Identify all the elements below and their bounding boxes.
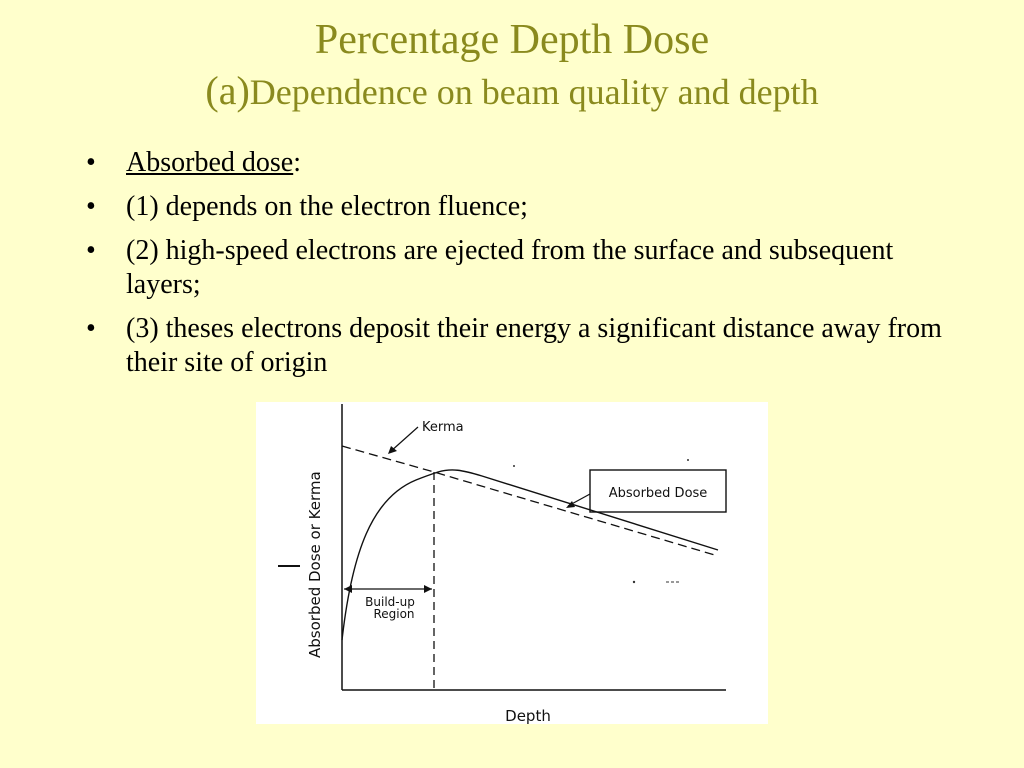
slide-subtitle-line: [0, 68, 1024, 114]
speck-dot: [633, 581, 635, 583]
bullet-text: (1) depends on the electron fluence;: [126, 191, 528, 222]
bullet-item: [86, 146, 946, 180]
kerma-dose-diagram: [256, 402, 768, 724]
bullet-underlined-term: Absorbed dose: [126, 147, 294, 178]
buildup-arrow-right-head: [424, 585, 432, 593]
bullet-text: (2) high-speed electrons are ejected from the surface and subsequent layers;: [126, 235, 894, 300]
kerma-curve: [342, 446, 718, 556]
x-axis-label: Depth: [505, 707, 551, 724]
kerma-label: Kerma: [422, 420, 464, 435]
absorbed-dose-label: Absorbed Dose: [608, 486, 708, 501]
bullet-marker: •: [86, 235, 96, 266]
bullet-item: [86, 190, 946, 224]
bullet-text: :: [293, 147, 301, 178]
bullet-marker: •: [86, 147, 96, 178]
bullet-marker: •: [86, 191, 96, 222]
speck-dot: [513, 465, 515, 467]
buildup-label-line2: Region: [373, 607, 415, 621]
subtitle-prefix: (a): [205, 68, 250, 114]
bullet-list: [86, 146, 946, 390]
kerma-dose-figure: [256, 402, 768, 724]
kerma-pointer-line: [390, 427, 418, 452]
slide-title: Percentage Depth Dose: [314, 17, 710, 63]
bullet-item: [86, 312, 946, 380]
slide-title-block: [0, 16, 1024, 114]
speck-dot: [687, 459, 689, 461]
buildup-arrow-left-head: [344, 585, 352, 593]
bullet-item: [86, 234, 946, 302]
buildup-label-line1: Build-up: [365, 595, 415, 609]
bullet-marker: •: [86, 313, 96, 344]
bullet-text: (3) theses electrons deposit their energy a significant distance away from their site of origin: [126, 313, 942, 378]
y-axis-label: Absorbed Dose or Kerma: [306, 471, 324, 658]
slide-subtitle: Dependence on beam quality and depth: [249, 72, 819, 113]
